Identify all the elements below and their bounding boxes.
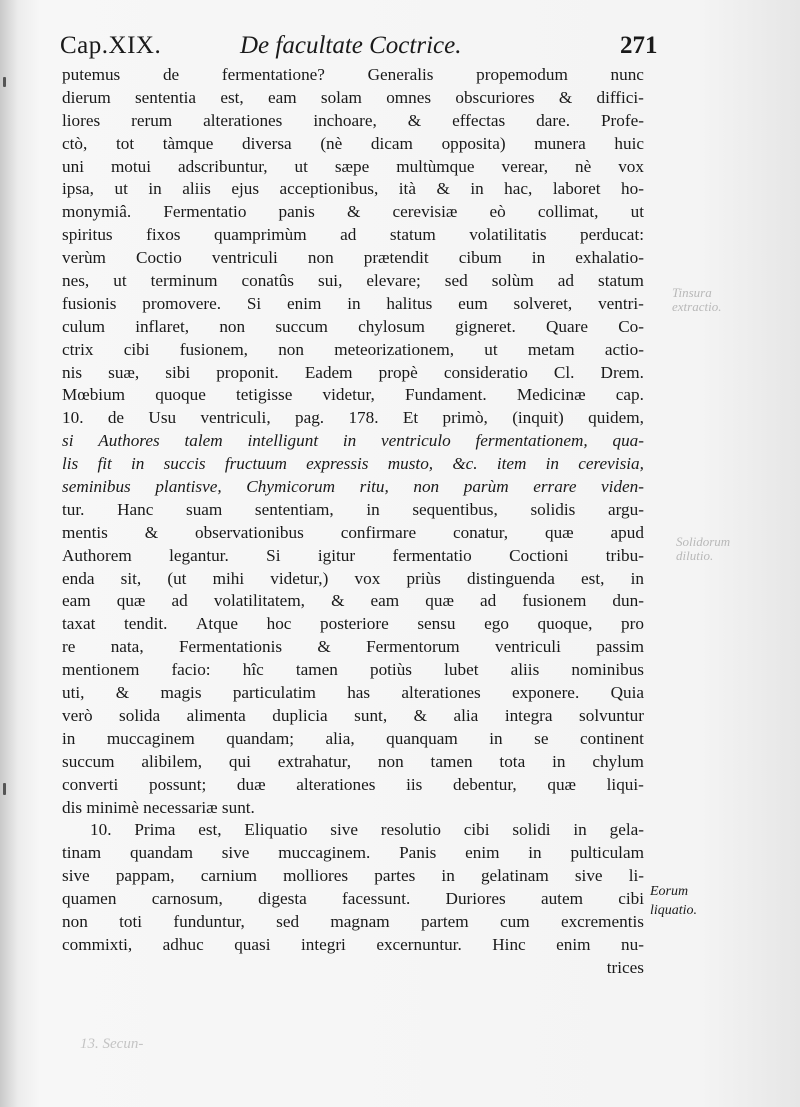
- show-through-text: Tinsura extractio.: [672, 285, 722, 314]
- text-line: monymiâ. Fermentatio panis & cerevisiæ eò collimat, ut: [62, 202, 644, 222]
- body-text: [62, 64, 644, 980]
- text-line-paragraph-start: 10. Prima est, Eliquatio sive resolutio cibi solidi in gela-: [90, 820, 644, 840]
- text-line: eam quæ ad volatilitatem, & eam quæ ad fusionem dun-: [62, 591, 644, 611]
- text-line: ctrix cibi fusionem, non meteorizationem, ut metam actio-: [62, 339, 644, 359]
- text-line-italic: si Authores talem intelligunt in ventriculo fermentationem, qua-: [62, 431, 644, 451]
- page-number: 271: [620, 32, 658, 59]
- text-line: verò solida alimenta duplicia sunt, & alia integra solvuntur: [62, 705, 644, 725]
- text-line: ctò, tot tàmque diversa (nè dicam opposita) munera huic: [62, 133, 644, 153]
- text-line: dierum sententia est, eam solam omnes obscuriores & diffici-: [62, 87, 644, 107]
- text-line: fusionis promovere. Si enim in halitus eum solveret, ventri-: [62, 293, 644, 313]
- text-line: uti, & magis particulatim has alterationes exponere. Quia: [62, 683, 644, 703]
- text-line: verùm Coctio ventriculi non prætendit cibum in exhalatio-: [62, 248, 644, 268]
- text-line: dis minimè necessariæ sunt.: [62, 797, 255, 817]
- running-title: De facultate Coctrice.: [240, 32, 462, 59]
- text-line: culum inflaret, non succum chylosum gigneret. Quare Co-: [62, 316, 644, 336]
- text-line: tur. Hanc suam sententiam, in sequentibus, solidis argu-: [62, 499, 644, 519]
- text-line: ipsa, ut in aliis ejus acceptionibus, ità & in hac, laboret ho-: [62, 179, 644, 199]
- text-line: spiritus fixos quamprimùm ad statum volatilitatis perducat:: [62, 225, 644, 245]
- show-through-text: 13. Secun-: [80, 1036, 144, 1052]
- page-edge-mark: [3, 77, 6, 87]
- text-line: in muccaginem quandam; alia, quanquam in se continent: [62, 728, 644, 748]
- text-line: quamen carnosum, digesta facessunt. Duriores autem cibi: [62, 889, 644, 909]
- text-line: putemus de fermentatione? Generalis propemodum nunc: [62, 65, 644, 84]
- text-line: tinam quandam sive muccaginem. Panis enim in pulticulam: [62, 843, 644, 863]
- text-line: non toti funduntur, sed magnam partem cum excrementis: [62, 911, 644, 931]
- text-line: succum alibilem, qui extrahatur, non tamen tota in chylum: [62, 751, 644, 771]
- chapter-heading: Cap.XIX.: [60, 32, 162, 59]
- catchword: trices: [606, 957, 644, 977]
- text-line: re nata, Fermentationis & Fermentorum ventriculi passim: [62, 637, 644, 657]
- text-line: uni motui adscribuntur, ut sæpe multùmque verear, nè vox: [62, 156, 644, 176]
- text-line: taxat tendit. Atque hoc posteriore sensu ego quoque, pro: [62, 614, 644, 634]
- text-line-italic: seminibus plantisve, Chymicorum ritu, non parùm errare viden-: [62, 477, 644, 497]
- text-line: commixti, adhuc quasi integri excernuntur. Hinc enim nu-: [62, 934, 644, 954]
- text-line: mentionem facio: hîc tamen potiùs lubet aliis nominibus: [62, 660, 644, 680]
- page-header: [60, 28, 660, 64]
- text-line: nis suæ, sibi proponit. Eadem propè consideratio Cl. Drem.: [62, 362, 644, 382]
- text-line: enda sit, (ut mihi videtur,) vox priùs distinguenda est, in: [62, 568, 644, 588]
- text-line: Mœbium quoque tetigisse videtur, Fundament. Medicinæ cap.: [62, 385, 644, 405]
- text-line: Authorem legantur. Si igitur fermentatio Coctioni tribu-: [62, 545, 644, 565]
- text-line: 10. de Usu ventriculi, pag. 178. Et primò, (inquit) quidem,: [62, 408, 644, 428]
- text-line: mentis & observationibus confirmare conatur, quæ apud: [62, 522, 644, 542]
- text-line: liores rerum alterationes inchoare, & effectas dare. Profe-: [62, 110, 644, 130]
- text-line: nes, ut terminum conatûs sui, elevare; sed solùm ad statum: [62, 271, 644, 291]
- text-line: sive pappam, carnium molliores partes in gelatinam sive li-: [62, 866, 644, 886]
- text-line: converti possunt; duæ alterationes iis debentur, quæ liqui-: [62, 774, 644, 794]
- show-through-text: Solidorum dilutio.: [676, 534, 731, 563]
- margin-note: Eorum liquatio.: [650, 884, 698, 918]
- text-line-italic: lis fit in succis fructuum expressis musto, &c. item in cerevisia,: [62, 454, 644, 474]
- page-edge-mark: [3, 783, 6, 795]
